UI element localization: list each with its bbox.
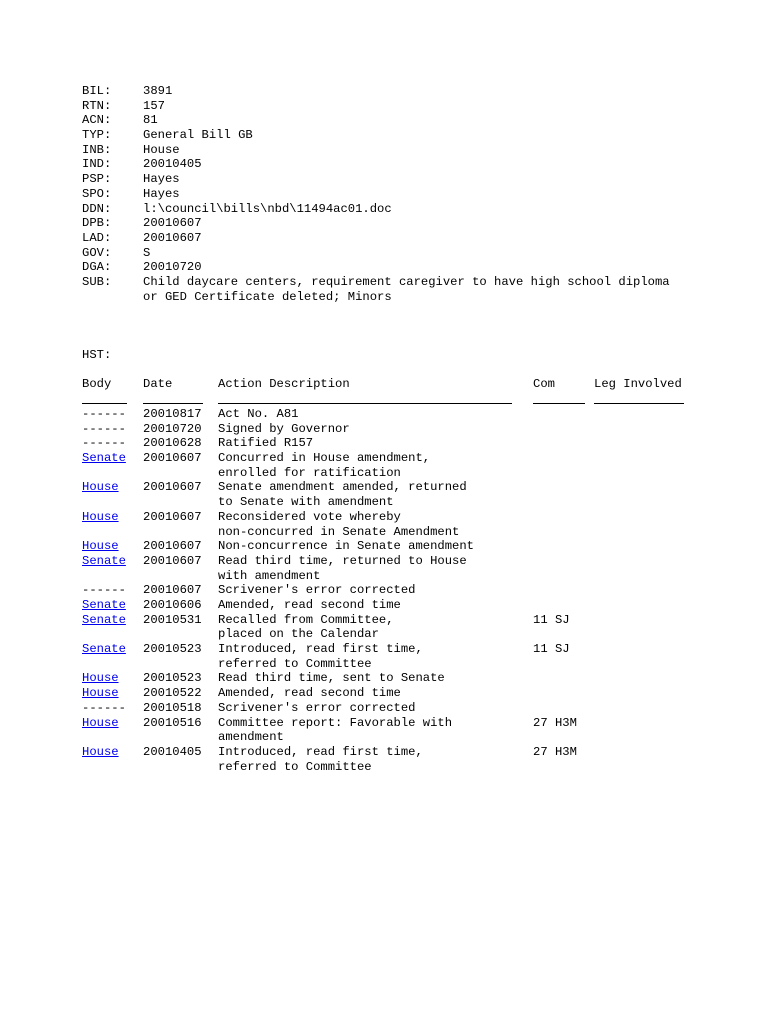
column-underline — [218, 403, 512, 404]
com-cell: 11 SJ — [533, 642, 570, 657]
metadata-row — [82, 231, 702, 246]
table-row — [82, 539, 702, 554]
metadata-row — [82, 216, 702, 231]
action-cell: Non-concurrence in Senate amendment — [218, 539, 474, 554]
body-link[interactable]: House — [82, 480, 119, 495]
date-cell: 20010518 — [143, 700, 202, 715]
history-table-header — [82, 377, 702, 407]
subject-row — [82, 290, 702, 305]
body-link[interactable]: House — [82, 671, 119, 686]
action-cell: Read third time, returned to House — [218, 553, 467, 568]
metadata-value: Hayes — [143, 172, 180, 187]
action-cell: Committee report: Favorable with — [218, 715, 453, 730]
metadata-key: SUB: — [82, 274, 112, 289]
com-cell: 27 H3M — [533, 715, 577, 730]
date-cell: 20010607 — [143, 539, 202, 554]
action-cell: amendment — [218, 730, 284, 745]
table-row — [82, 583, 702, 598]
metadata-value: 20010405 — [143, 157, 202, 172]
metadata-value: 20010720 — [143, 260, 202, 275]
action-cell: non-concurred in Senate Amendment — [218, 524, 460, 539]
metadata-value: 20010607 — [143, 230, 202, 245]
action-cell: Reconsidered vote whereby — [218, 509, 401, 524]
action-cell: Read third time, sent to Senate — [218, 671, 445, 686]
date-cell: 20010606 — [143, 598, 202, 612]
table-row — [82, 598, 702, 613]
body-cell: ------ — [82, 407, 126, 421]
table-row — [82, 686, 702, 701]
column-underline — [594, 403, 684, 404]
date-cell: 20010522 — [143, 686, 202, 701]
body-link[interactable]: Senate — [82, 642, 126, 657]
table-row — [82, 701, 702, 716]
metadata-row — [82, 172, 702, 187]
table-row — [82, 745, 702, 774]
body-cell: ------ — [82, 436, 126, 451]
date-cell: 20010607 — [143, 480, 202, 495]
metadata-key: INB: — [82, 142, 112, 157]
metadata-value: Hayes — [143, 186, 180, 201]
date-cell: 20010607 — [143, 509, 202, 524]
action-cell: Introduced, read first time, — [218, 642, 423, 657]
body-link[interactable]: Senate — [82, 553, 126, 568]
table-row — [82, 671, 702, 686]
date-cell: 20010607 — [143, 583, 202, 598]
action-cell: to Senate with amendment — [218, 495, 394, 510]
metadata-value: 81 — [143, 113, 158, 128]
metadata-value: 3891 — [143, 84, 173, 98]
bill-metadata — [82, 84, 702, 304]
metadata-key: DDN: — [82, 201, 112, 216]
metadata-key: SPO: — [82, 186, 112, 201]
table-row — [82, 554, 702, 583]
metadata-value: S — [143, 245, 151, 260]
com-cell: 27 H3M — [533, 744, 577, 759]
metadata-row — [82, 99, 702, 114]
action-cell: Scrivener's error corrected — [218, 583, 416, 598]
date-cell: 20010817 — [143, 407, 202, 421]
action-cell: Senate amendment amended, returned — [218, 480, 467, 495]
action-cell: placed on the Calendar — [218, 627, 379, 642]
action-cell: Ratified R157 — [218, 436, 314, 451]
metadata-key: PSP: — [82, 172, 112, 187]
body-link[interactable]: Senate — [82, 451, 126, 466]
metadata-value: l:\council\bills\nbd\11494ac01.doc — [143, 201, 392, 216]
metadata-row — [82, 260, 702, 275]
action-cell: Amended, read second time — [218, 598, 401, 612]
body-link[interactable]: House — [82, 539, 119, 554]
history-table — [82, 407, 702, 774]
body-link[interactable]: Senate — [82, 612, 126, 627]
date-cell: 20010516 — [143, 715, 202, 730]
metadata-row — [82, 187, 702, 202]
metadata-value: 157 — [143, 98, 165, 113]
column-underline — [82, 403, 127, 404]
metadata-row — [82, 113, 702, 128]
metadata-value: 20010607 — [143, 216, 202, 231]
action-cell: Signed by Governor — [218, 421, 350, 436]
column-header-date: Date — [143, 377, 173, 391]
action-cell: referred to Committee — [218, 656, 372, 671]
action-cell: referred to Committee — [218, 759, 372, 774]
action-cell: Amended, read second time — [218, 686, 401, 701]
table-row — [82, 422, 702, 437]
column-header-com: Com — [533, 377, 555, 391]
metadata-row — [82, 143, 702, 158]
date-cell: 20010607 — [143, 553, 202, 568]
column-underline — [143, 403, 203, 404]
action-cell: with amendment — [218, 568, 321, 583]
metadata-key: GOV: — [82, 245, 112, 260]
table-row — [82, 451, 702, 480]
action-cell: Concurred in House amendment, — [218, 451, 431, 466]
action-cell: Scrivener's error corrected — [218, 700, 416, 715]
column-underline — [533, 403, 585, 404]
date-cell: 20010628 — [143, 436, 202, 451]
body-cell: ------ — [82, 700, 126, 715]
table-row — [82, 436, 702, 451]
date-cell: 20010531 — [143, 612, 202, 627]
metadata-row — [82, 128, 702, 143]
com-cell: 11 SJ — [533, 612, 570, 627]
metadata-key: BIL: — [82, 84, 112, 98]
metadata-key: LAD: — [82, 230, 112, 245]
metadata-key: IND: — [82, 157, 112, 172]
body-link[interactable]: Senate — [82, 598, 126, 612]
column-header-leg-involved: Leg Involved — [594, 377, 682, 391]
metadata-row — [82, 157, 702, 172]
action-cell: Recalled from Committee, — [218, 612, 394, 627]
body-cell: ------ — [82, 583, 126, 598]
table-row — [82, 510, 702, 539]
metadata-value: General Bill GB — [143, 128, 253, 143]
history-label: HST: — [82, 348, 112, 362]
body-link[interactable]: House — [82, 744, 119, 759]
table-row — [82, 613, 702, 642]
action-cell: Introduced, read first time, — [218, 744, 423, 759]
body-cell: ------ — [82, 421, 126, 436]
body-link[interactable]: House — [82, 509, 119, 524]
column-header-action: Action Description — [218, 377, 350, 391]
metadata-key: ACN: — [82, 113, 112, 128]
subject-row — [82, 275, 702, 290]
subject-line: or GED Certificate deleted; Minors — [143, 289, 392, 304]
date-cell: 20010607 — [143, 451, 202, 466]
column-header-body: Body — [82, 377, 112, 391]
metadata-key: DPB: — [82, 216, 112, 231]
action-cell: Act No. A81 — [218, 407, 299, 421]
metadata-row — [82, 246, 702, 261]
metadata-key: RTN: — [82, 98, 112, 113]
action-cell: enrolled for ratification — [218, 465, 401, 480]
metadata-key: TYP: — [82, 128, 112, 143]
subject-line: Child daycare centers, requirement caregiver to have high school diploma — [143, 274, 670, 289]
body-link[interactable]: House — [82, 715, 119, 730]
table-row — [82, 716, 702, 745]
date-cell: 20010720 — [143, 421, 202, 436]
table-row — [82, 407, 702, 422]
body-link[interactable]: House — [82, 686, 119, 701]
table-row — [82, 480, 702, 509]
date-cell: 20010405 — [143, 744, 202, 759]
table-row — [82, 642, 702, 671]
metadata-key: DGA: — [82, 260, 112, 275]
date-cell: 20010523 — [143, 642, 202, 657]
metadata-value: House — [143, 142, 180, 157]
date-cell: 20010523 — [143, 671, 202, 686]
metadata-row — [82, 84, 702, 99]
metadata-row — [82, 202, 702, 217]
